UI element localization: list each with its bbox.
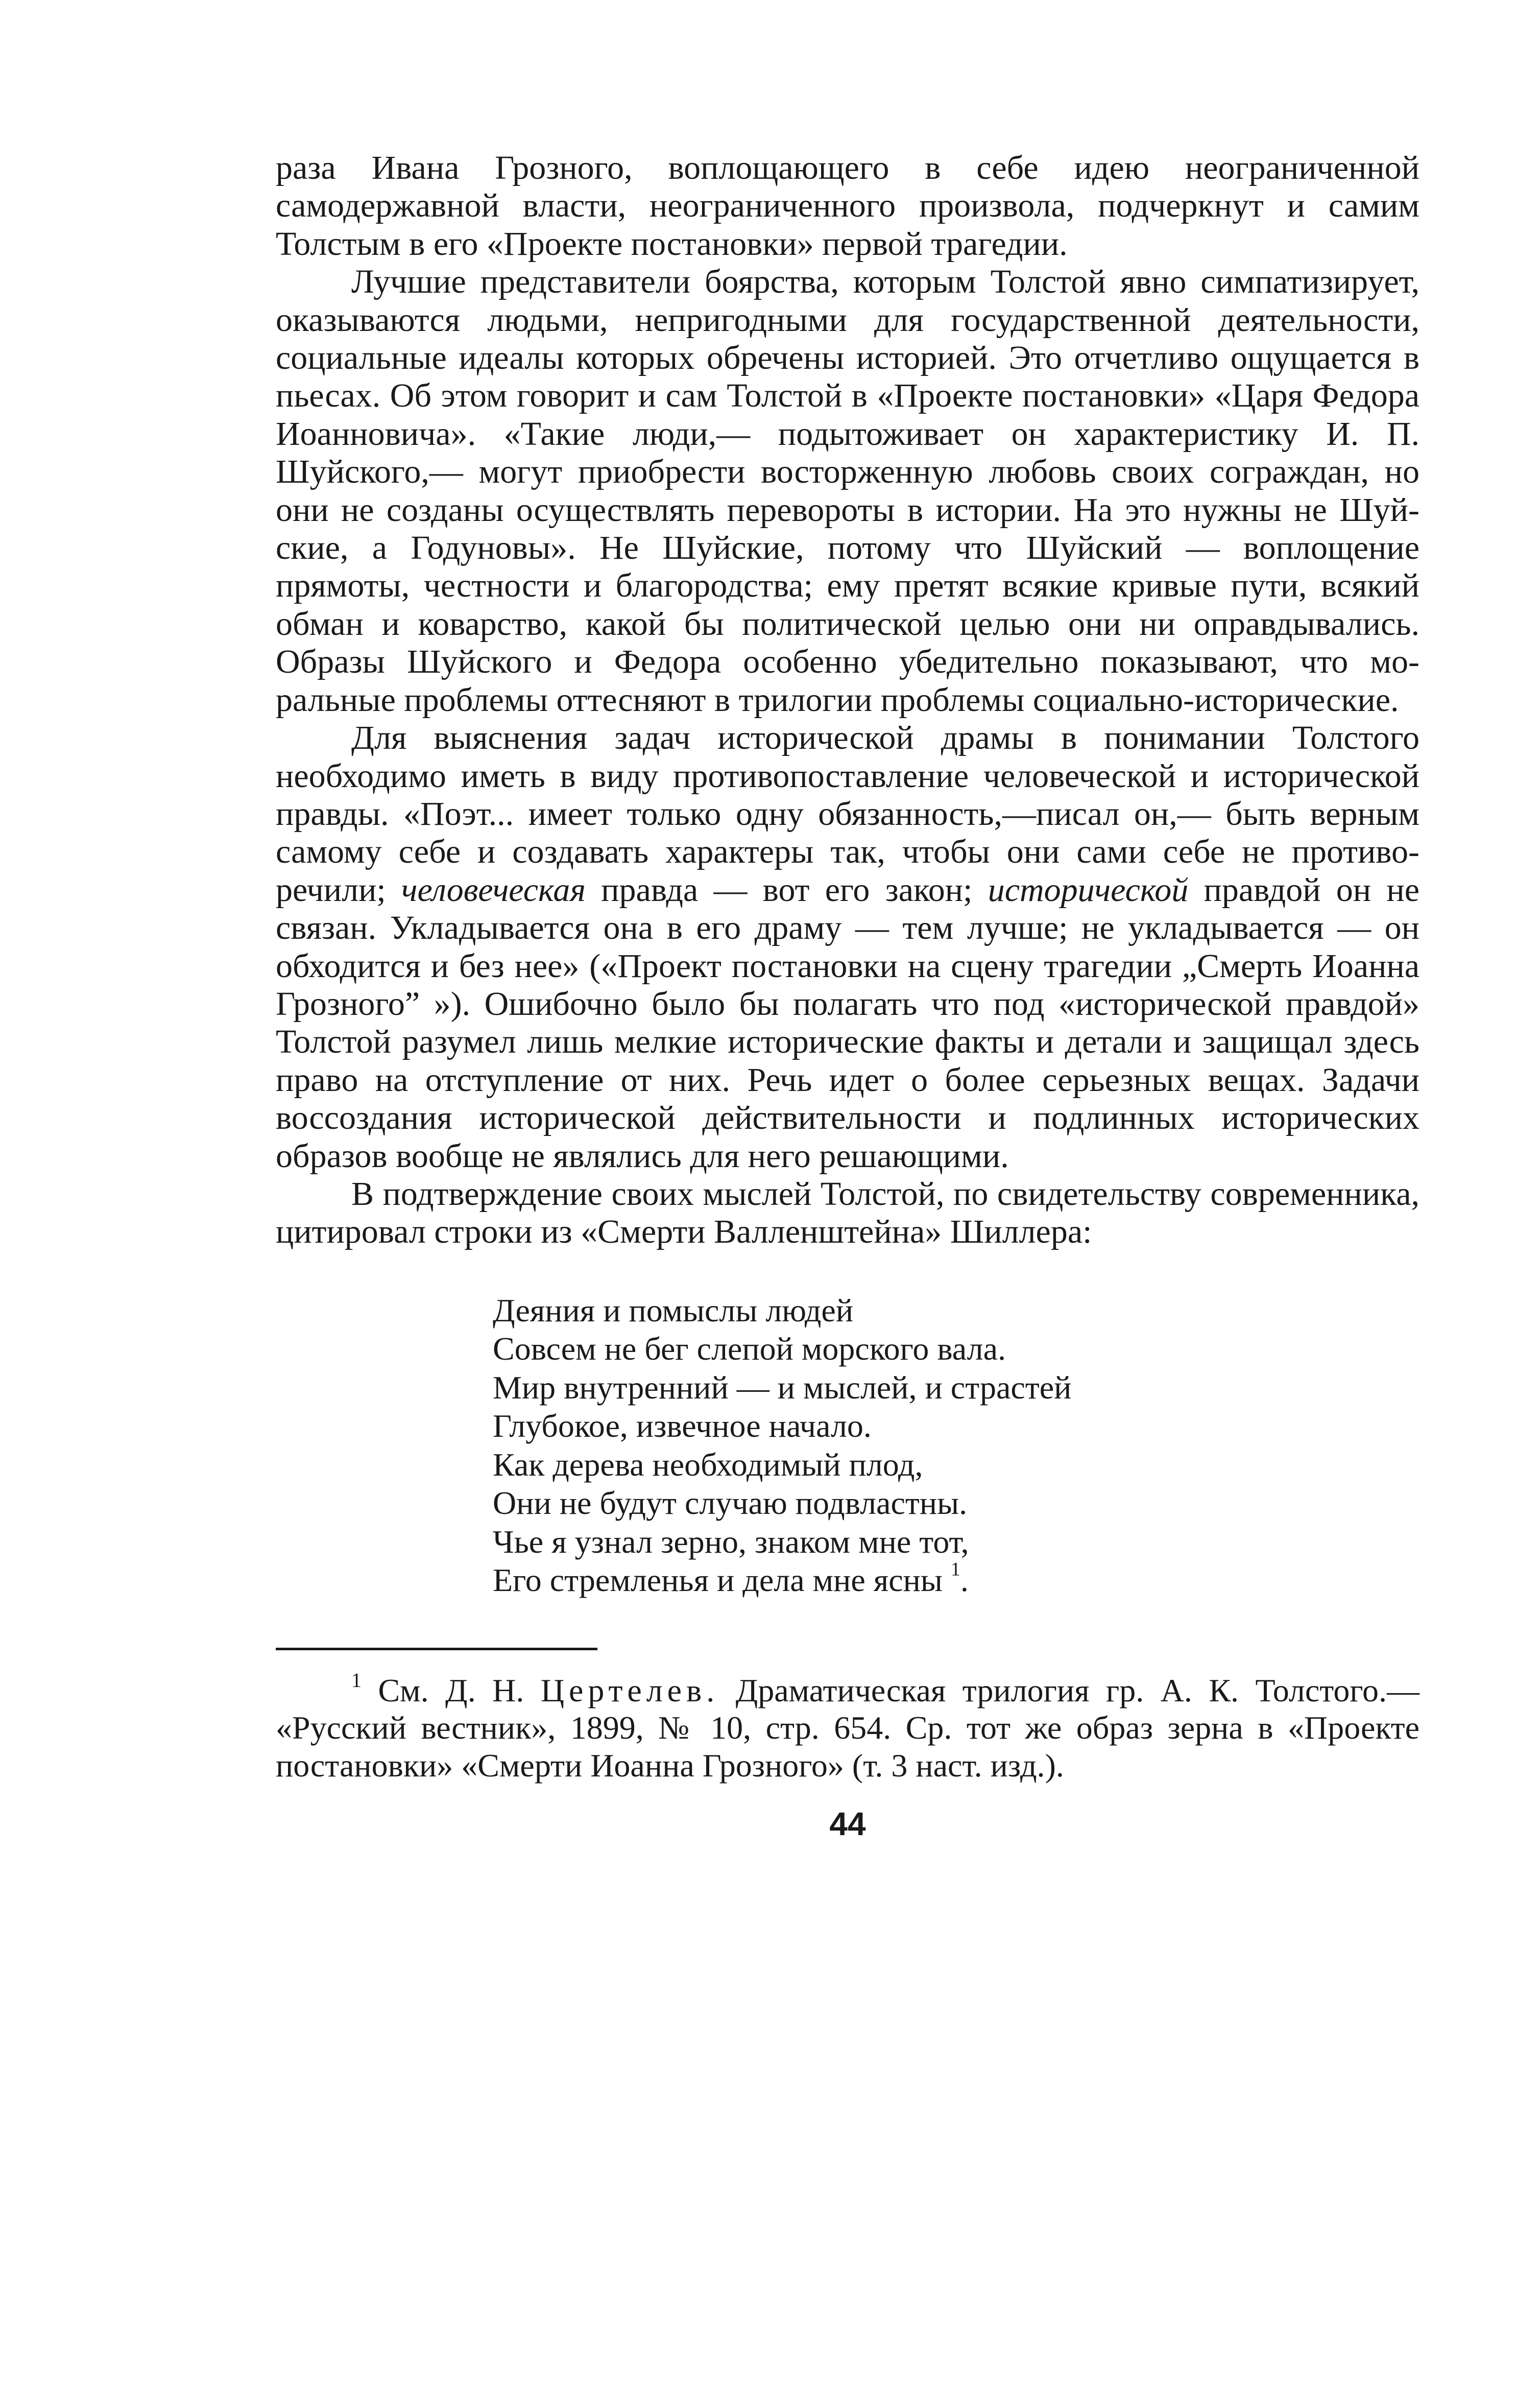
verse-line: Чье я узнал зерно, знаком мне тот,	[493, 1523, 969, 1560]
paragraph-3-emphasis-historical: исторической	[988, 871, 1189, 909]
verse-line: Совсем не бег слепой морского вала.	[493, 1331, 1006, 1367]
paragraph-3-text-b: правда — вот его закон;	[585, 871, 988, 909]
verse-line: Как дерева необходимый плод,	[493, 1446, 923, 1483]
footnote-mark: 1	[351, 1668, 362, 1692]
verse-end-punctuation: .	[960, 1562, 969, 1599]
page	[276, 149, 1419, 1844]
body-text	[276, 149, 1419, 1251]
footnote-text-before: См. Д. Н.	[378, 1672, 541, 1708]
verse-line: Мир внутренний — и мыслей, и страстей	[493, 1369, 1072, 1406]
paragraph-2	[276, 263, 1419, 719]
page-number: 44	[829, 1806, 866, 1843]
verse-line: Глубокое, извечное начало.	[493, 1408, 872, 1444]
paragraph-1	[276, 149, 1419, 263]
paragraph-1-text: раза Ивана Грозного, воплощающего в себе идею неограниченной самодержавной власти, неограниченного произвола, подчеркнут и самим Толстым в его «Проекте постановки» первой трагедии.	[276, 149, 1419, 263]
paragraph-4	[276, 1175, 1419, 1251]
paragraph-3-text-c: правдой он не связан. Укладывается она в его драму — тем лучше; не укладывается — он обходится и без нее» («Проект постановки на сцену трагедии „Смерть Иоанна Грозного” »). Ошибочно было бы полагать что под «исторической правдой» Толстой разумел лишь мелкие исторические факты и детали и защищал здесь право на отступление от них. Речь идет о более серьезных вещах. Задачи воссоздания исторической действительности и подлинных исторических образов вообще не являлись для него решающими.	[276, 871, 1420, 1175]
verse-quote	[493, 1291, 1419, 1600]
verse-line-text: Его стремленья и дела мне ясны	[493, 1562, 943, 1599]
paragraph-3	[276, 719, 1419, 1175]
paragraph-3-text-a: Для выяснения задач исторической драмы в понимании Толстого необходимо иметь в виду противопоставление человеческой и исторической правды. «Поэт... имеет только одну обязанность,—писал он,— быть верным самому себе и создавать характеры так, чтобы они сами себе не противоречили;	[276, 719, 1419, 909]
verse-line-last	[493, 1558, 1419, 1600]
paragraph-4-text: В подтверждение своих мыслей Толстой, по свидетельству современника, цитировал строки из «Смерти Валленштейна» Шиллера:	[276, 1175, 1419, 1251]
verse-line: Они не будут случаю подвластны.	[493, 1485, 968, 1522]
footnote	[276, 1668, 1420, 1785]
paragraph-2-text: Лучшие представители боярства, которым Толстой явно симпатизирует, оказываются людьми, непригодными для государственной деятельности, социальные идеалы которых обречены историей. Это отчетливо ощущается в пьесах. Об этом говорит и сам Толстой в «Проекте постановки» «Царя Федора Иоанновича». «Такие люди,— подытоживает он характеристику И. П. Шуйского,— могут приобрести восторженную любовь своих сограждан, но они не созданы осуществлять перевороты в истории. На это нужны не Шуйские, а Годуновы». Не Шуйские, потому что Шуйский — воплощение прямоты, честности и благородства; ему претят всякие кривые пути, всякий обман и коварство, какой бы политической целью они ни оправдывались. Образы Шуйского и Федора особенно убедительно показывают, что моральные проблемы оттесняют в трилогии проблемы социально-исторические.	[276, 263, 1419, 719]
paragraph-3-emphasis-human: человеческая	[401, 871, 586, 909]
footnote-divider	[276, 1648, 597, 1650]
footnote-text-after: Драматическая трилогия гр. А. К. Толстого.— «Русский вестник», 1899, № 10, стр. 654. Ср. тот же образ зерна в «Проекте постановки» «Смерти Иоанна Грозного» (т. 3 наст. изд.).	[276, 1672, 1420, 1784]
verse-line: Деяния и помыслы людей	[493, 1292, 854, 1328]
footnote-author: Цертелев.	[540, 1672, 719, 1708]
footnote-reference[interactable]: 1	[950, 1558, 960, 1580]
